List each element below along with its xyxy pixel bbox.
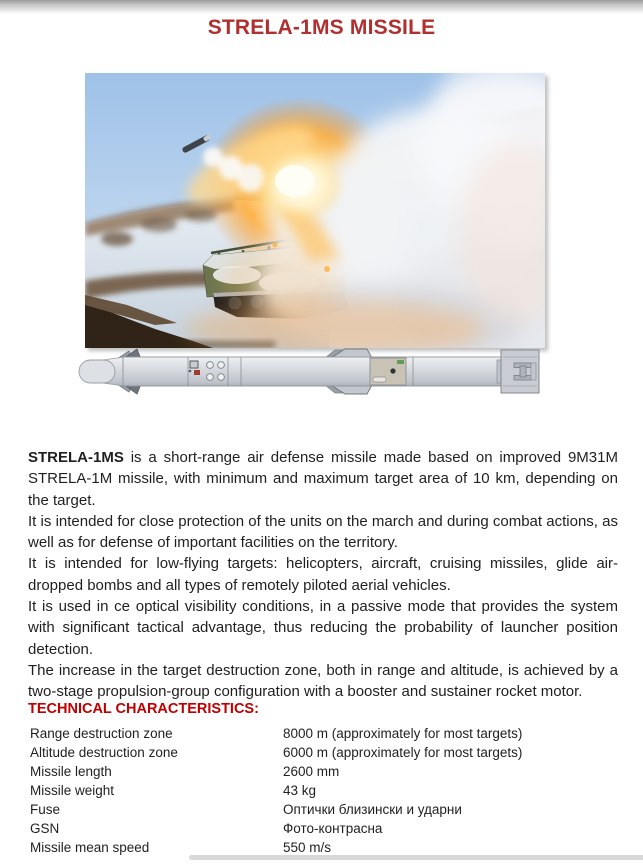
characteristic-value: Оптички близински и ударни	[283, 802, 462, 817]
characteristic-value: Фото-контрасна	[283, 821, 383, 836]
paragraph-targets: It is intended for low-flying targets: helicopters, aircraft, cruising missiles, glide air-dropped bombs and all types of remotely piloted aerial vehicles.	[28, 555, 618, 594]
characteristic-row	[30, 743, 630, 762]
characteristic-label: Missile length	[30, 764, 112, 779]
characteristic-value: 2600 mm	[283, 764, 340, 779]
paragraph-propulsion: The increase in the target destruction zone, both in range and altitude, is achieved by a two-stage propulsion-group configuration with a booster and sustainer rocket motor.	[28, 661, 618, 701]
page-top-shadow	[0, 0, 643, 14]
characteristic-label: Missile weight	[30, 783, 115, 798]
page-title: STRELA-1MS MISSILE	[207, 16, 436, 39]
characteristic-value: 43 kg	[283, 783, 317, 798]
characteristic-row	[30, 724, 630, 743]
missile-body	[123, 357, 503, 386]
missile-diagram-art	[73, 348, 543, 396]
characteristic-row	[30, 819, 630, 838]
technical-characteristics-heading: TECHNICAL CHARACTERISTICS:	[28, 701, 259, 717]
characteristic-value: 6000 m (approximately for most targets)	[283, 745, 523, 760]
description-text	[28, 447, 618, 703]
characteristic-row	[30, 781, 630, 800]
red-marking	[194, 370, 200, 375]
paragraph-intro-rest: is a short-range air defense missile made based on improved 9M31M STRELA-1M missile, with minimum and maximum target area of 10 km, depending on the target.	[28, 449, 618, 509]
paragraph-intro	[28, 447, 618, 511]
interstage-adapter	[370, 358, 406, 385]
characteristic-label: Range destruction zone	[30, 726, 173, 741]
paragraph-visibility: It is used in ce optical visibility conditions, in a passive mode that provides the system with significant tactical advantage, thus reducing the probability of launcher position detection.	[28, 598, 618, 658]
characteristic-label: Fuse	[30, 802, 61, 817]
missile-name-bold: STRELA-1MS	[28, 449, 124, 466]
paragraph-protection: It is intended for close protection of the units on the march and during combat actions, as well as for defense of important facilities on the territory.	[28, 512, 618, 552]
characteristic-value: 8000 m (approximately for most targets)	[283, 726, 523, 741]
characteristic-label: Altitude destruction zone	[30, 745, 178, 760]
missile-launch-photo	[85, 73, 545, 348]
characteristic-row	[30, 762, 630, 781]
characteristic-label: Missile mean speed	[30, 840, 150, 855]
tail-unit	[497, 350, 539, 393]
nose-dome	[79, 360, 115, 383]
next-element-edge	[189, 855, 643, 860]
characteristic-row	[30, 800, 630, 819]
characteristic-label: GSN	[30, 821, 60, 836]
characteristic-value: 550 m/s	[283, 840, 332, 855]
missile-diagram	[73, 348, 543, 396]
green-marking	[397, 360, 404, 364]
characteristics-table	[30, 724, 630, 857]
missile-launch-photo-art	[85, 73, 545, 348]
